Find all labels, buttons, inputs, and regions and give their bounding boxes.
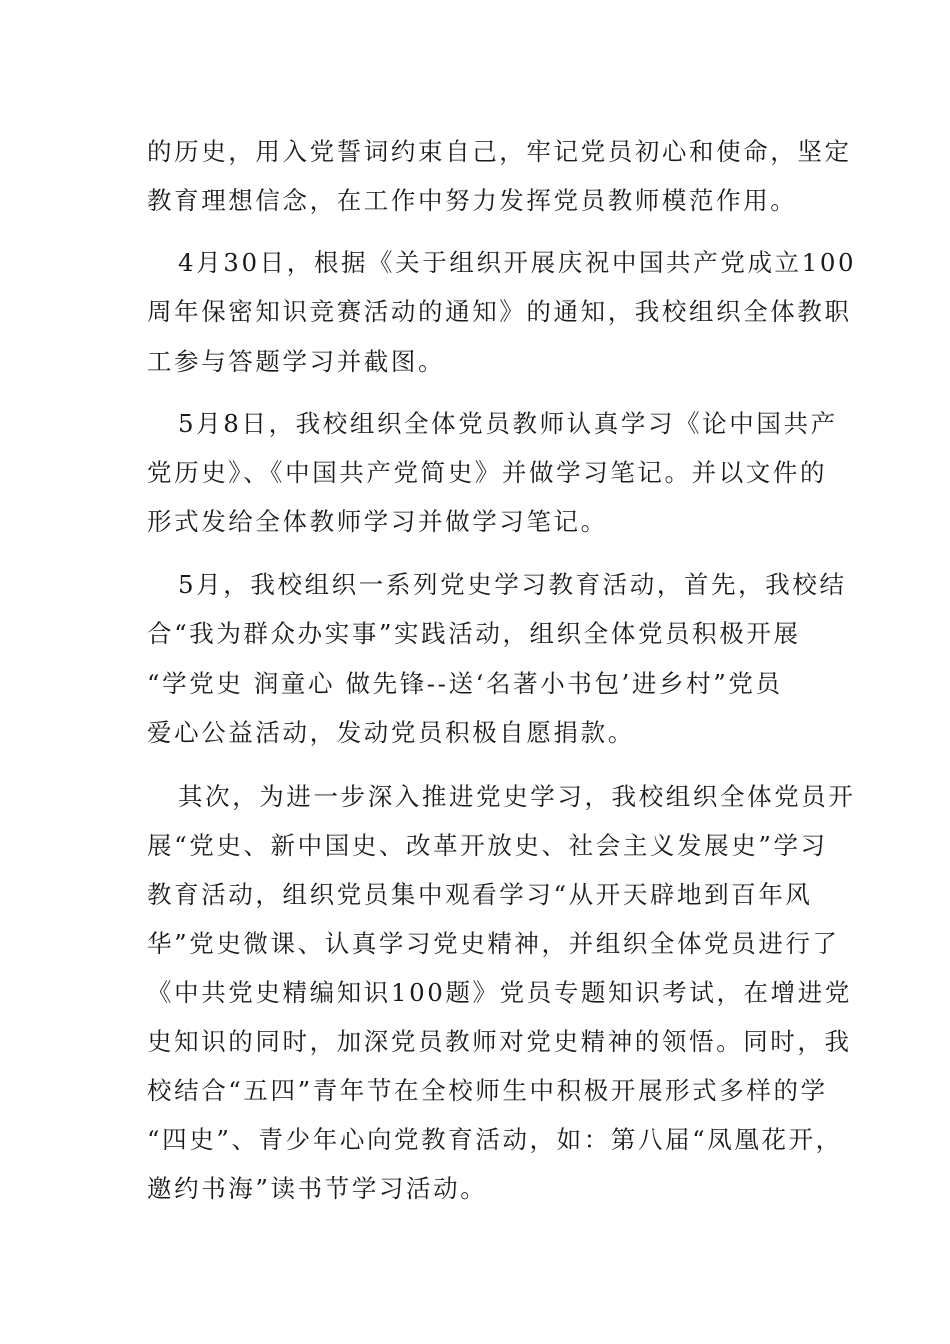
text-line: 展“党史、新中国史、改革开放史、社会主义发展史”学习 [147,831,828,860]
text-line: 校结合“五四”青年节在全校师生中积极开展形式多样的学 [147,1076,828,1105]
text-line: 史知识的同时，加深党员教师对党史精神的领悟。同时，我 [147,1027,852,1056]
paragraph-start-line: 5月8日，我校组织全体党员教师认真学习《论中国共产 [178,409,838,438]
text-line: 党历史》、《中国共产党简史》并做学习笔记。并以文件的 [147,458,828,487]
text-line: 周年保密知识竞赛活动的通知》的通知，我校组织全体教职 [147,297,852,326]
text-line: 工参与答题学习并截图。 [147,347,446,376]
text-line: “学党史 润童心 做先锋--送‘名著小书包’进乡村”党员 [147,669,783,698]
text-line: 《中共党史精编知识100题》党员专题知识考试，在增进党 [147,978,852,1007]
text-line: 的历史，用入党誓词约束自己，牢记党员初心和使命，坚定 [147,137,852,166]
text-line: 形式发给全体教师学习并做学习笔记。 [147,507,608,536]
text-line: “四史”、青少年心向党教育活动，如：第八届“凤凰花开， [147,1125,843,1154]
text-line: 教育活动，组织党员集中观看学习“从开天辟地到百年风 [147,880,813,909]
text-line: 华”党史微课、认真学习党史精神，并组织全体党员进行了 [147,929,840,958]
paragraph-start-line: 4月30日，根据《关于组织开展庆祝中国共产党成立100 [178,248,857,277]
text-line: 教育理想信念，在工作中努力发挥党员教师模范作用。 [147,186,798,215]
text-line: 爱心公益活动，发动党员积极自愿捐款。 [147,718,635,747]
text-line: 邀约书海”读书节学习活动。 [147,1174,488,1203]
paragraph-start-line: 其次，为进一步深入推进党史学习，我校组织全体党员开 [178,782,856,811]
text-line: 合“我为群众办实事”实践活动，组织全体党员积极开展 [147,619,801,648]
paragraph-start-line: 5月，我校组织一系列党史学习教育活动，首先，我校结 [178,570,847,599]
